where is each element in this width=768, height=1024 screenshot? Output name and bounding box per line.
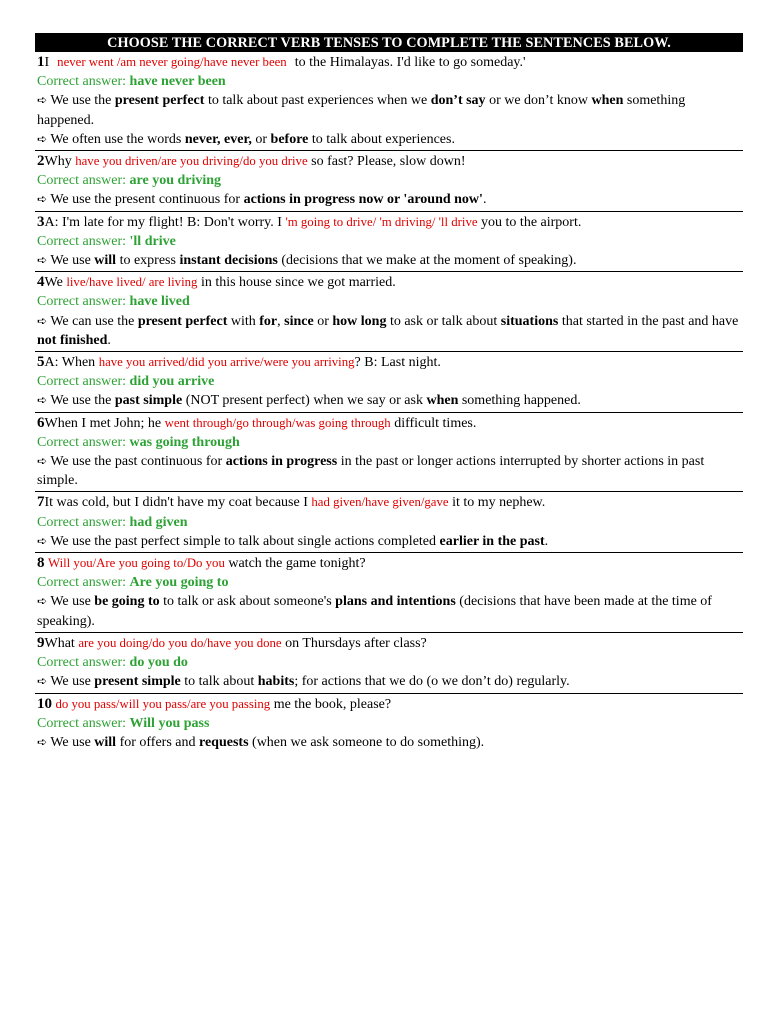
correct-answer: Correct answer: have never been xyxy=(37,74,226,90)
question-7 xyxy=(35,492,743,553)
arrow-icon: ➪ xyxy=(37,594,48,609)
question-8 xyxy=(35,553,743,633)
explanation: ➪ We use the past simple (NOT present perfect) when we say or ask when something happened. xyxy=(37,393,581,409)
arrow-icon: ➪ xyxy=(37,674,48,689)
explanation: ➪ We use will to express instant decisions (decisions that we make at the moment of speaking). xyxy=(37,253,577,269)
question-number: 6 xyxy=(37,414,45,431)
question-number: 4 xyxy=(37,274,45,291)
correct-answer: Correct answer: did you arrive xyxy=(37,374,215,390)
question-9 xyxy=(35,633,743,694)
arrow-icon: ➪ xyxy=(37,131,48,146)
question-number: 9 xyxy=(37,634,45,651)
answer-options: are you doing/do you do/have you done xyxy=(78,635,282,650)
question-number: 7 xyxy=(37,494,45,511)
arrow-icon: ➪ xyxy=(37,192,48,207)
correct-answer: Correct answer: Will you pass xyxy=(37,715,210,731)
question-number: 5 xyxy=(37,354,45,371)
question-number: 8 xyxy=(37,555,45,572)
explanation: ➪ We use the present perfect to talk about past experiences when we don’t say or we don’t know when something happened. xyxy=(37,93,686,128)
question-3 xyxy=(35,212,743,273)
question-5 xyxy=(35,352,743,413)
explanation: ➪ We use the past perfect simple to talk about single actions completed earlier in the past. xyxy=(37,533,549,549)
correct-answer: Correct answer: are you driving xyxy=(37,173,222,189)
question-2 xyxy=(35,151,743,212)
answer-options: live/have lived/ are living xyxy=(66,275,198,290)
question-prompt: 2Why have you driven/are you driving/do you drive so fast? Please, slow down! xyxy=(37,153,466,170)
question-prompt: 5A: When have you arrived/did you arrive/were you arriving? B: Last night. xyxy=(37,354,441,371)
arrow-icon: ➪ xyxy=(37,454,48,469)
arrow-icon: ➪ xyxy=(37,93,48,108)
question-number: 2 xyxy=(37,153,45,170)
worksheet xyxy=(35,33,743,753)
question-prompt: 8 Will you/Are you going to/Do you watch the game tonight? xyxy=(37,555,366,572)
correct-answer: Correct answer: 'll drive xyxy=(37,233,176,249)
correct-answer: Correct answer: have lived xyxy=(37,294,190,310)
explanation: ➪ We use will for offers and requests (when we ask someone to do something). xyxy=(37,734,485,750)
worksheet-title: CHOOSE THE CORRECT VERB TENSES TO COMPLETE THE SENTENCES BELOW. xyxy=(35,33,743,52)
correct-answer: Correct answer: do you do xyxy=(37,655,188,671)
question-prompt: 4We live/have lived/ are living in this house since we got married. xyxy=(37,274,396,291)
correct-answer-value: Will you pass xyxy=(129,715,210,731)
question-number: 10 xyxy=(37,695,52,712)
explanation: ➪ We use the present continuous for actions in progress now or 'around now'. xyxy=(37,192,487,208)
correct-answer-value: was going through xyxy=(129,434,240,450)
answer-options: have you arrived/did you arrive/were you arriving xyxy=(98,355,355,370)
correct-answer: Correct answer: Are you going to xyxy=(37,575,229,591)
correct-answer-value: do you do xyxy=(129,655,188,671)
correct-answer: Correct answer: had given xyxy=(37,514,188,530)
answer-options: do you pass/will you pass/are you passing xyxy=(55,696,271,711)
correct-answer: Correct answer: was going through xyxy=(37,434,240,450)
explanation: ➪ We use the past continuous for actions in progress in the past or longer actions interrupted by shorter actions in past simple. xyxy=(37,454,705,489)
correct-answer-value: have never been xyxy=(129,74,226,90)
question-10 xyxy=(35,694,743,754)
question-prompt: 3A: I'm late for my flight! B: Don't worry. I 'm going to drive/ 'm driving/ 'll drive you to the airport. xyxy=(37,213,582,230)
arrow-icon: ➪ xyxy=(37,253,48,268)
arrow-icon: ➪ xyxy=(37,313,48,328)
arrow-icon: ➪ xyxy=(37,533,48,548)
correct-answer-value: Are you going to xyxy=(129,575,229,591)
answer-options: went through/go through/was going through xyxy=(164,415,391,430)
correct-answer-value: had given xyxy=(129,514,188,530)
correct-answer-value: have lived xyxy=(129,294,190,310)
answer-options: never went /am never going/have never been xyxy=(57,55,287,69)
question-number: 1 xyxy=(37,54,45,70)
question-prompt: 6When I met John; he went through/go through/was going through difficult times. xyxy=(37,414,477,431)
question-prompt: 9What are you doing/do you do/have you done on Thursdays after class? xyxy=(37,634,427,651)
answer-options: Will you/Are you going to/Do you xyxy=(48,556,225,571)
correct-answer-value: 'll drive xyxy=(129,233,176,249)
question-prompt: 1I never went /am never going/have never been to the Himalayas. I'd like to go someday.' xyxy=(37,54,526,70)
explanation: ➪ We use present simple to talk about habits; for actions that we do (o we don’t do) regularly. xyxy=(37,674,570,690)
question-prompt: 7It was cold, but I didn't have my coat because I had given/have given/gave it to my nephew. xyxy=(37,494,546,511)
correct-answer-value: did you arrive xyxy=(129,374,215,390)
arrow-icon: ➪ xyxy=(37,393,48,408)
question-4 xyxy=(35,272,743,352)
question-1 xyxy=(35,52,743,151)
question-prompt: 10 do you pass/will you pass/are you passing me the book, please? xyxy=(37,695,392,712)
question-6 xyxy=(35,413,743,493)
answer-options: had given/have given/gave xyxy=(311,495,449,510)
correct-answer-value: are you driving xyxy=(129,173,222,189)
answer-options: have you driven/are you driving/do you drive xyxy=(75,154,308,169)
explanation: ➪ We use be going to to talk or ask about someone's plans and intentions (decisions that have been made at the time of speaking). xyxy=(37,594,712,629)
answer-options: 'm going to drive/ 'm driving/ 'll drive xyxy=(285,214,478,229)
explanation: ➪ We often use the words never, ever, or before to talk about experiences. xyxy=(37,131,455,147)
explanation: ➪ We can use the present perfect with for, since or how long to ask or talk about situations that started in the past and have not finished. xyxy=(37,313,739,348)
arrow-icon: ➪ xyxy=(37,734,48,749)
question-number: 3 xyxy=(37,213,45,230)
